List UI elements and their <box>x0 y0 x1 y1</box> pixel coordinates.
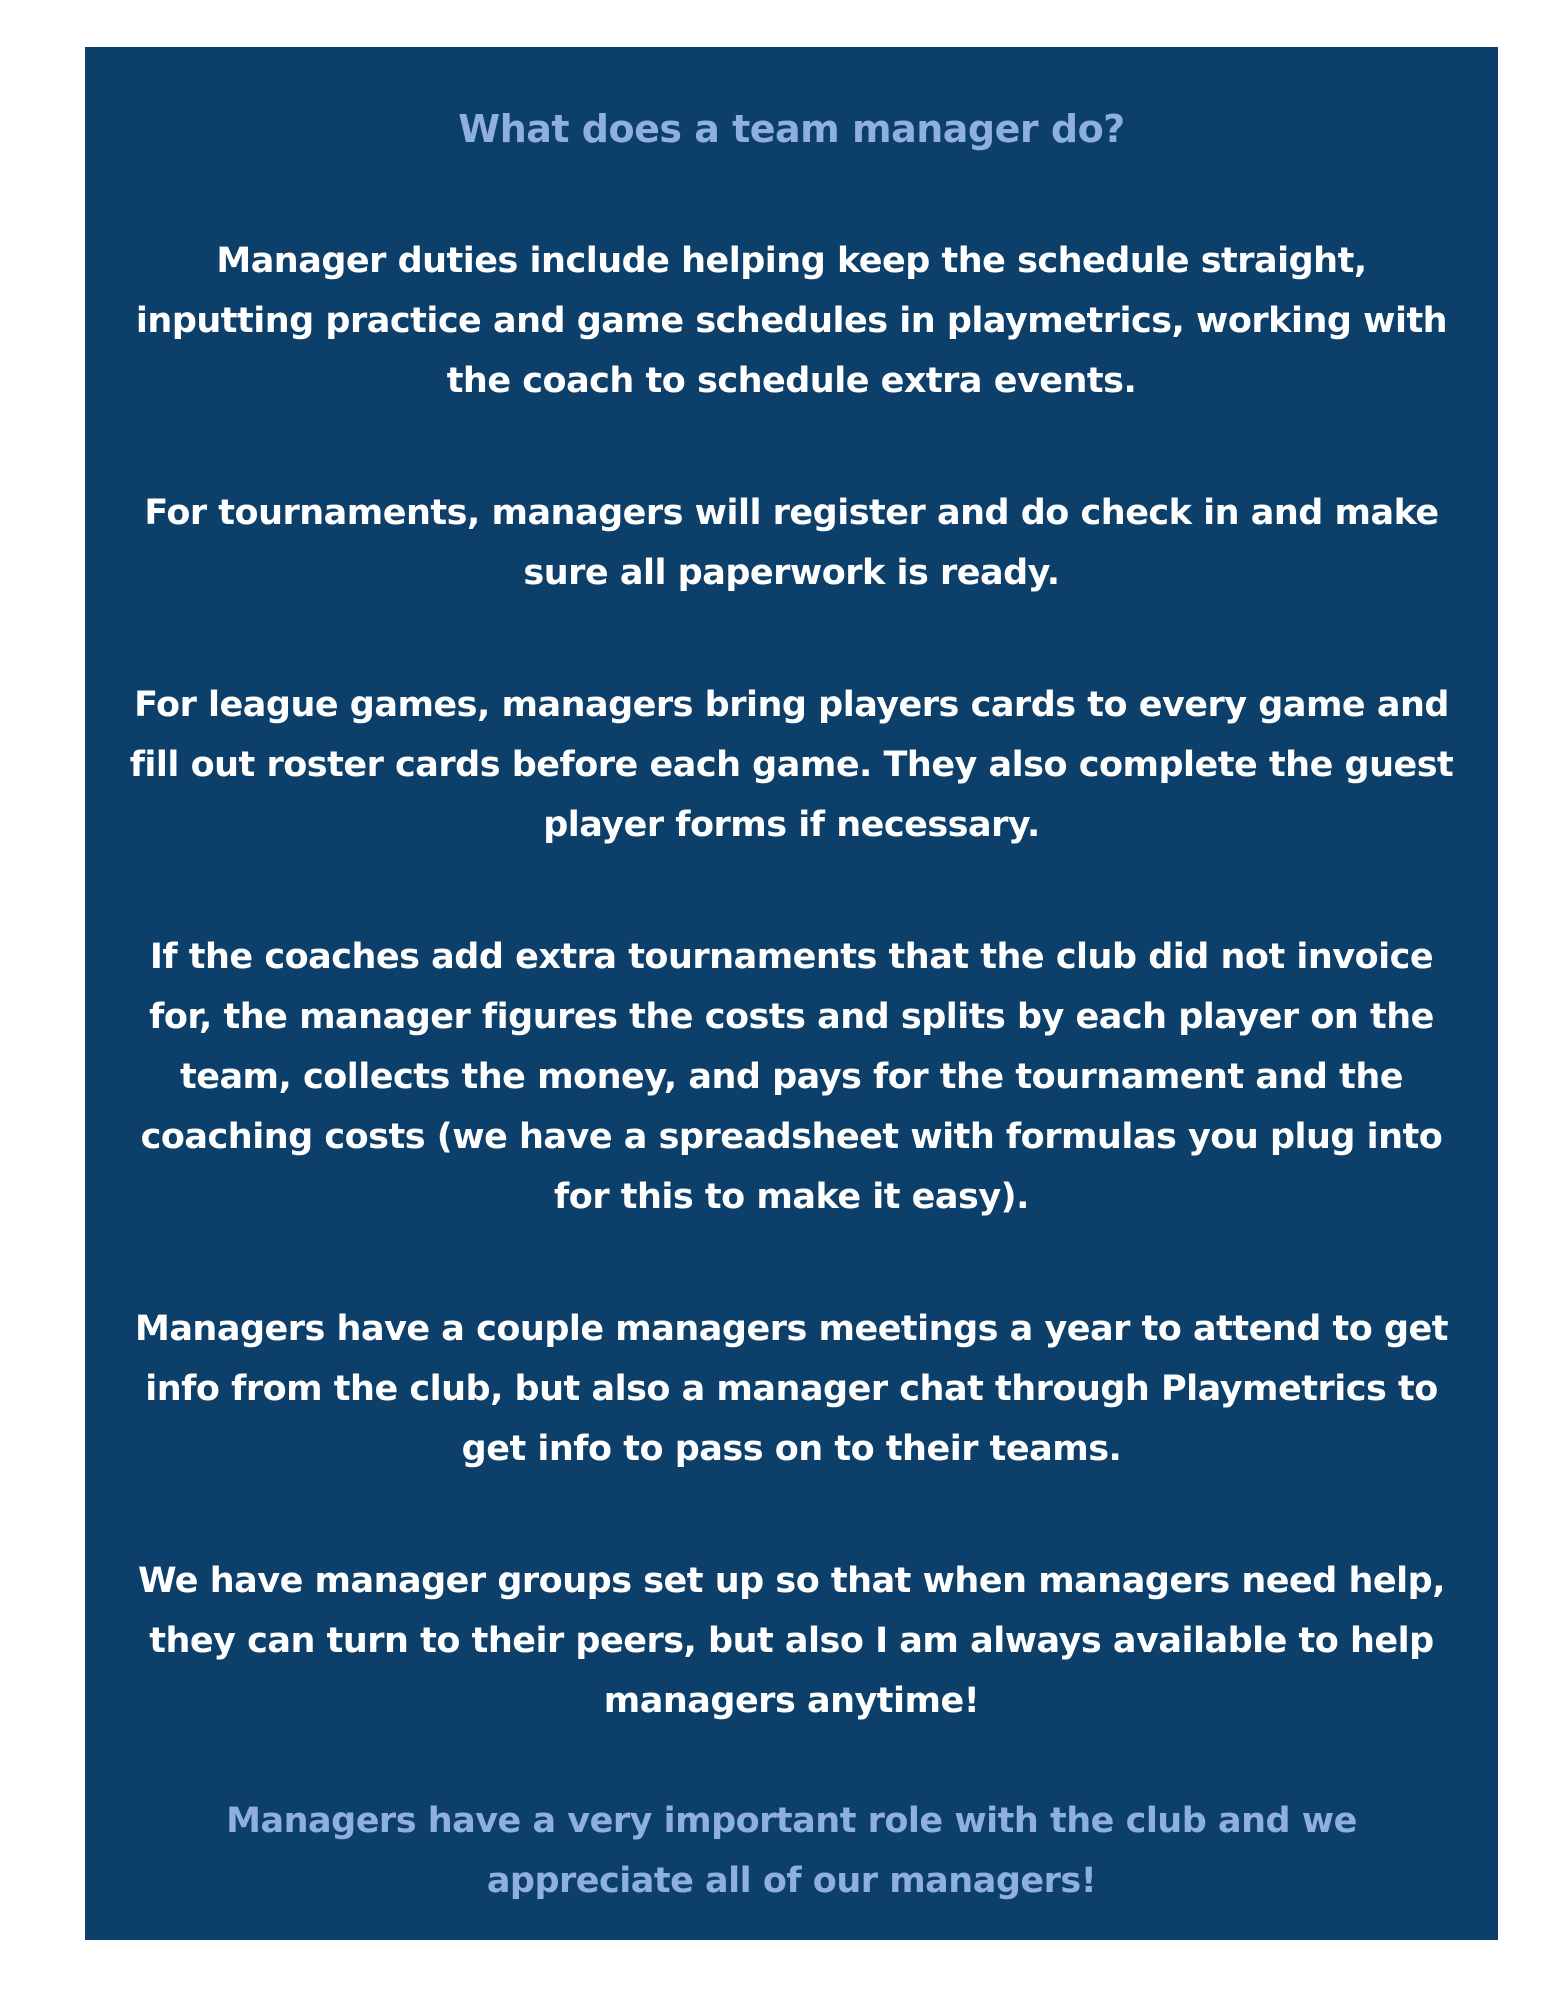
paragraph-manager-duties: Manager duties include helping keep the schedule straight, inputting practice and game schedules in playmetrics, working with the coach to schedule extra events. <box>135 241 1448 401</box>
paragraph-manager-groups: We have manager groups set up so that when managers need help, they can turn to their peers, but also I am always available to help managers anytime! <box>137 1561 1446 1721</box>
paragraph-manager-meetings: Managers have a couple managers meetings a year to attend to get info from the club, but also a manager chat through Playmetrics to get info to pass on to their teams. <box>134 1309 1448 1469</box>
closing-statement: Managers have a very important role with the club and we appreciate all of our managers! <box>226 1801 1357 1901</box>
panel-heading: What does a team manager do? <box>458 107 1125 151</box>
paragraph-tournaments: For tournaments, managers will register and do check in and make sure all paperwork is ready. <box>144 493 1439 593</box>
paragraph-league-games: For league games, managers bring players cards to every game and fill out roster cards before each game. They also complete the guest player forms if necessary. <box>129 685 1454 845</box>
paragraph-extra-tournaments: If the coaches add extra tournaments that the club did not invoice for, the manager figures the costs and splits by each player on the team, collects the money, and pays for the tournament and the coaching costs (we have a spreadsheet with formulas you plug into for this to make it easy). <box>140 937 1443 1217</box>
info-panel <box>85 47 1498 1940</box>
